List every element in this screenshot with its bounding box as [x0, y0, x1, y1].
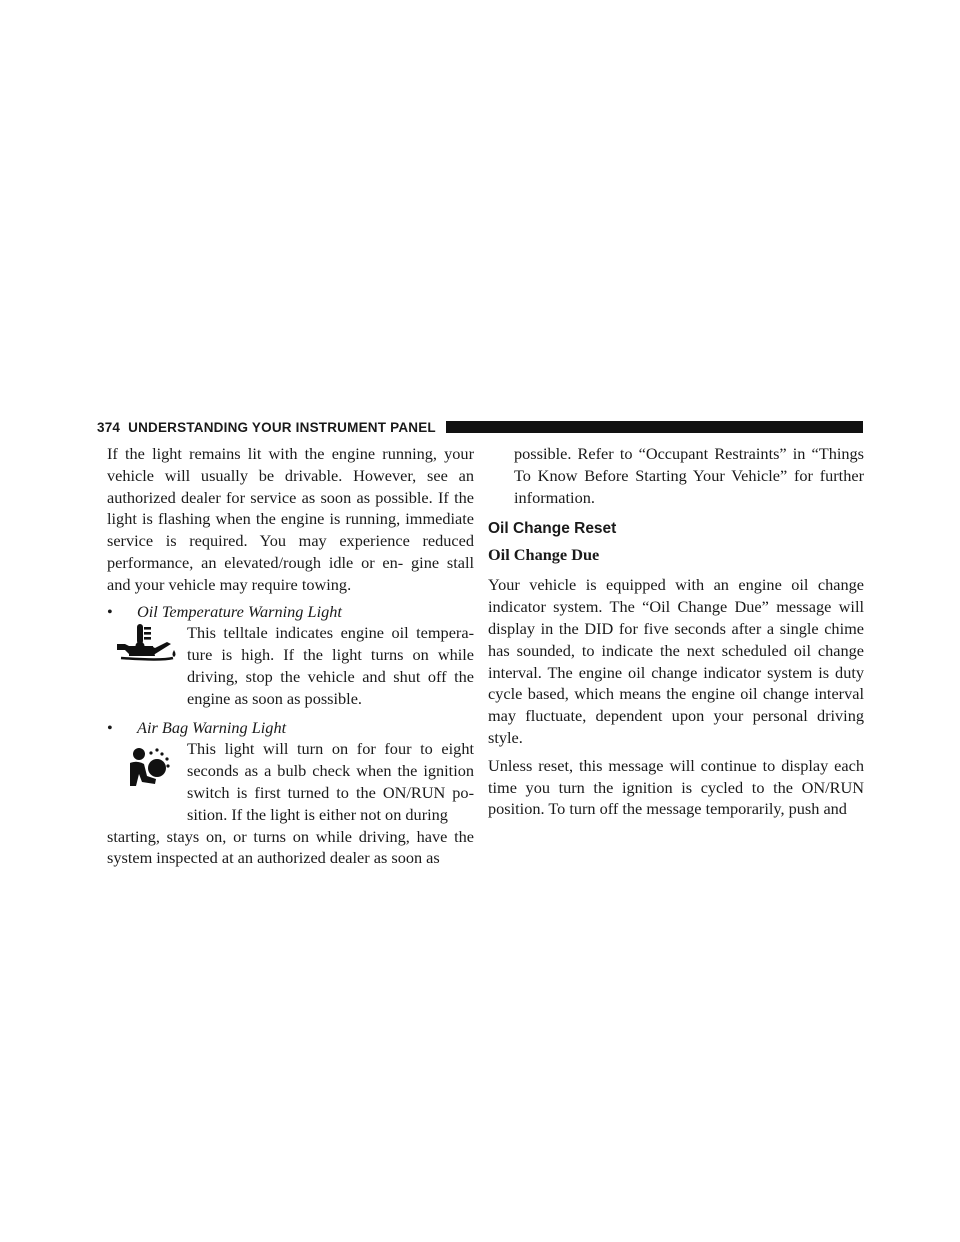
- airbag-icon: [107, 738, 187, 792]
- oil-temperature-icon: [107, 622, 187, 666]
- bullet-air-bag: [107, 717, 474, 739]
- section-title: UNDERSTANDING YOUR INSTRUMENT PANEL: [128, 419, 436, 435]
- paragraph-oil-change-indicator: Your vehicle is equipped with an engine oil change indicator system. The “Oil Change Due” message will display in the DID for five seconds after a single chime has sounded, to indicate the next scheduled oil change interval. The engine oil change indicator system is duty cycle based, which means the engine oil change interval may fluctuate, dependent upon your personal driving style.: [488, 575, 864, 747]
- bullet-marker: •: [107, 717, 113, 737]
- paragraph-unless-reset: Unless reset, this message will continue to display each time you turn the ignition is cycled to the ON/RUN position. To turn off the message temporarily, push and: [488, 755, 864, 819]
- page-number: 374: [97, 419, 121, 435]
- bullet-title-air-bag: Air Bag Warning Light: [137, 717, 287, 737]
- left-column: [107, 443, 474, 869]
- bullet-marker: •: [107, 601, 113, 621]
- right-column: [488, 443, 864, 820]
- bullet-oil-temperature: [107, 601, 474, 623]
- airbag-description-continued: starting, stays on, or turns on while driving, have the system inspected at an authorized dealer as soon as: [107, 826, 474, 868]
- airbag-telltale: [107, 738, 474, 825]
- airbag-continued-text: possible. Refer to “Occupant Restraints” in “Things To Know Before Starting Your Vehicle” for further information.: [514, 444, 864, 507]
- airbag-description: This light will turn on for four to eight seconds as a bulb check when the ignition switch is first turned to the ON/RUN po- sition. If the light is either not on during: [187, 739, 474, 824]
- subheading-oil-change-due: Oil Change Due: [488, 545, 600, 565]
- paragraph-malfunction: If the light remains lit with the engine running, your vehicle will usually be drivable. However, see an authorized dealer for service as soon as possible. If the light is flashing when the engine is running, immediate service is required. You may experience reduced performance, an elevated/rough idle or en- gine stall and your vehicle may require towing.: [107, 444, 474, 594]
- header-rule: [446, 421, 863, 433]
- page-header: [97, 415, 863, 439]
- oil-temperature-telltale: [107, 622, 474, 709]
- section-heading-oil-change-reset: Oil Change Reset: [488, 520, 617, 538]
- oil-temperature-description: This telltale indicates engine oil tempera- ture is high. If the light turns on while driving, stop the vehicle and shut off the engine as soon as possible.: [187, 623, 474, 708]
- bullet-title-oil-temperature: Oil Temperature Warning Light: [137, 601, 342, 621]
